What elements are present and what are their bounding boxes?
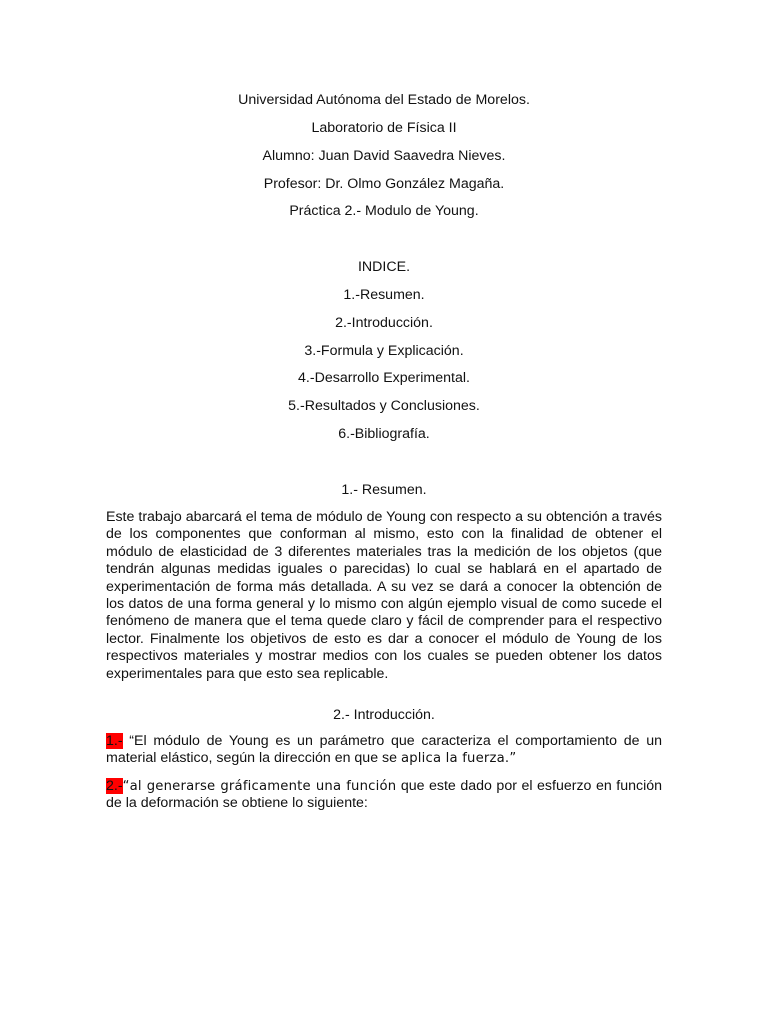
citation-marker: 1.- <box>106 733 123 749</box>
index-item: 6.-Bibliografía. <box>338 426 430 442</box>
summary-paragraph: Este trabajo abarcará el tema de módulo de Young con respecto a su obtención a través de los componentes que conforman al mismo, esto con la finalidad de obtener el módulo de elasticidad de 3 diferentes materiales tras la medición de los objetos (que tendrán algunas medidas iguales o parecidas) lo cual se hablará en el apartado de experimentación de forma más detallada. A su vez se dará a conocer la obtención de los datos de una forma general y lo mismo con algún ejemplo visual de como sucede el fenómeno de manera que el tema quede claro y fácil de comprender para el respectivo lector. Finalmente los objetivos de esto es dar a conocer el módulo de Young de los respectivos materiales y mostrar medios con los cuales se pueden obtener los datos experimentales para que esto sea replicable. <box>106 509 662 682</box>
university-title: Universidad Autónoma del Estado de Morelos. <box>238 92 530 108</box>
intro-quote-1b: aplica la fuerza.” <box>400 751 517 767</box>
intro-quote-2b: que este dado por el esfuerzo en función de la deformación se obtiene lo siguiente: <box>106 778 662 812</box>
index-title: INDICE. <box>357 259 411 275</box>
index-item: 5.-Resultados y Conclusiones. <box>288 398 480 414</box>
practice-title: Práctica 2.- Modulo de Young. <box>289 203 479 219</box>
lab-title: Laboratorio de Física II <box>311 120 457 136</box>
intro-quote-1a: “El módulo de Young es un parámetro que caracteriza el comportamiento de un material elástico, según la dirección en que se <box>106 733 662 767</box>
intro-paragraph-1 <box>106 733 662 768</box>
summary-heading: 1.- Resumen. <box>341 482 427 498</box>
citation-marker: 2.- <box>106 778 123 794</box>
index-item: 3.-Formula y Explicación. <box>304 343 464 359</box>
intro-heading: 2.- Introducción. <box>333 707 435 723</box>
index-item: 1.-Resumen. <box>343 287 425 303</box>
intro-quote-2a: “al generarse gráficamente una función <box>122 779 397 794</box>
index-item: 2.-Introducción. <box>335 315 433 331</box>
index-item: 4.-Desarrollo Experimental. <box>298 370 470 386</box>
intro-paragraph-2 <box>106 778 662 813</box>
professor-name: Profesor: Dr. Olmo González Magaña. <box>263 176 505 192</box>
student-name: Alumno: Juan David Saavedra Nieves. <box>262 148 506 164</box>
